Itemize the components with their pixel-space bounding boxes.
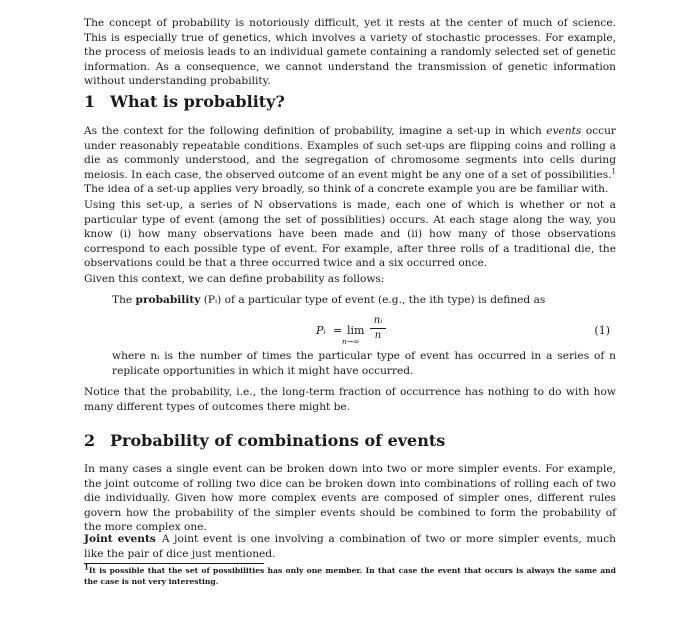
section-1-heading [84,92,285,112]
numerator: nᵢ [373,315,383,326]
where-clause: where nᵢ is the number of times the particular type of event has occurred in a series of n replicate opportunities in which it might have occurred. [112,350,616,377]
text-run: occur under reasonably repeatable conditions. Examples of such set-ups are flipping coins and rolling a die as commonly understood, and the segregation of chromosome segments into cells during meiosis. In each case, the observed outcome of an event might be any one of a set of possibilities. [84,125,616,181]
text-run: As the context for the following definition of probability, imagine a set-up in which [84,125,542,137]
footnote [84,562,616,588]
limit-operator: lim [347,324,365,337]
emphasis-text: events [546,125,582,137]
section-number: 2 [84,431,96,450]
fraction-bar [370,328,386,329]
section-1-paragraph-2: Using this set-up, a series of N observations is made, each one of which is whether or not a particular type of event (among the set of possiblities) occurs. At each stage along the way, you know (i) how many observations have been made and (ii) how many of those observations correspond to each possible type of event. For example, after three rolls of a traditional die, the observations could be that a three occurred twice and a six occurred once. [84,199,616,270]
section-1-paragraph-3: Given this context, we can define probability as follows: [84,273,385,285]
section-2-paragraph-1: In many cases a single event can be broken down into two or more simpler events. For example, the joint outcome of rolling two dice can be broken down into combinations of rolling each of two die individually. Given how more complex events are composed of simpler ones, different rules govern how the probability of the simpler events should be combined to form the probability of the more complex one. [84,463,616,534]
equation-number: (1) [594,324,610,337]
limit-subscript: n→∞ [342,337,360,346]
fraction [370,315,386,342]
footnote-number: 1 [84,562,89,572]
definition [112,293,612,308]
footnote-text: It is possible that the set of possibilities has only one member. In that case the event that occurs is always the same and the case is not very interesting. [84,566,616,586]
section-2-heading [84,431,445,451]
equals-sign: = [333,324,343,337]
denominator: n [374,330,382,341]
joint-events-paragraph [84,532,616,561]
equation-lhs: Pᵢ [316,324,326,337]
text-run: The idea of a set-up applies very broadly, so think of a concrete example you are be familiar with. [84,183,609,196]
section-number: 1 [84,92,96,111]
footnote-rule [84,563,264,564]
text-run: (Pᵢ) of a particular type of event (e.g., the ith type) is defined as [203,294,546,306]
equation-1 [84,313,616,351]
section-title: Probability of combinations of events [110,431,446,450]
section-1-paragraph-1 [84,124,616,197]
section-title: What is probablity? [110,92,285,111]
text-run: The [112,294,133,306]
text-run: A joint event is one involving a combination of two or more simpler events, much like the pair of dice just mentioned. [84,533,616,560]
footnote-marker: 1 [611,167,616,176]
intro-paragraph: The concept of probability is notoriously difficult, yet it rests at the center of much of science. This is especially true of genetics, which involves a variety of stochastic processes. For example, the process of meiosis leads to an individual gamete containing a randomly selected set of genetic information. As a consequence, we cannot understand the transmission of genetic information without understanding probability. [84,17,616,88]
paragraph-heading: Joint events [84,533,156,545]
defined-term: probability [135,294,201,306]
notice-paragraph: Notice that the probability, i.e., the long-term fraction of occurrence has nothing to do with how many different types of outcomes there might be. [84,386,616,413]
